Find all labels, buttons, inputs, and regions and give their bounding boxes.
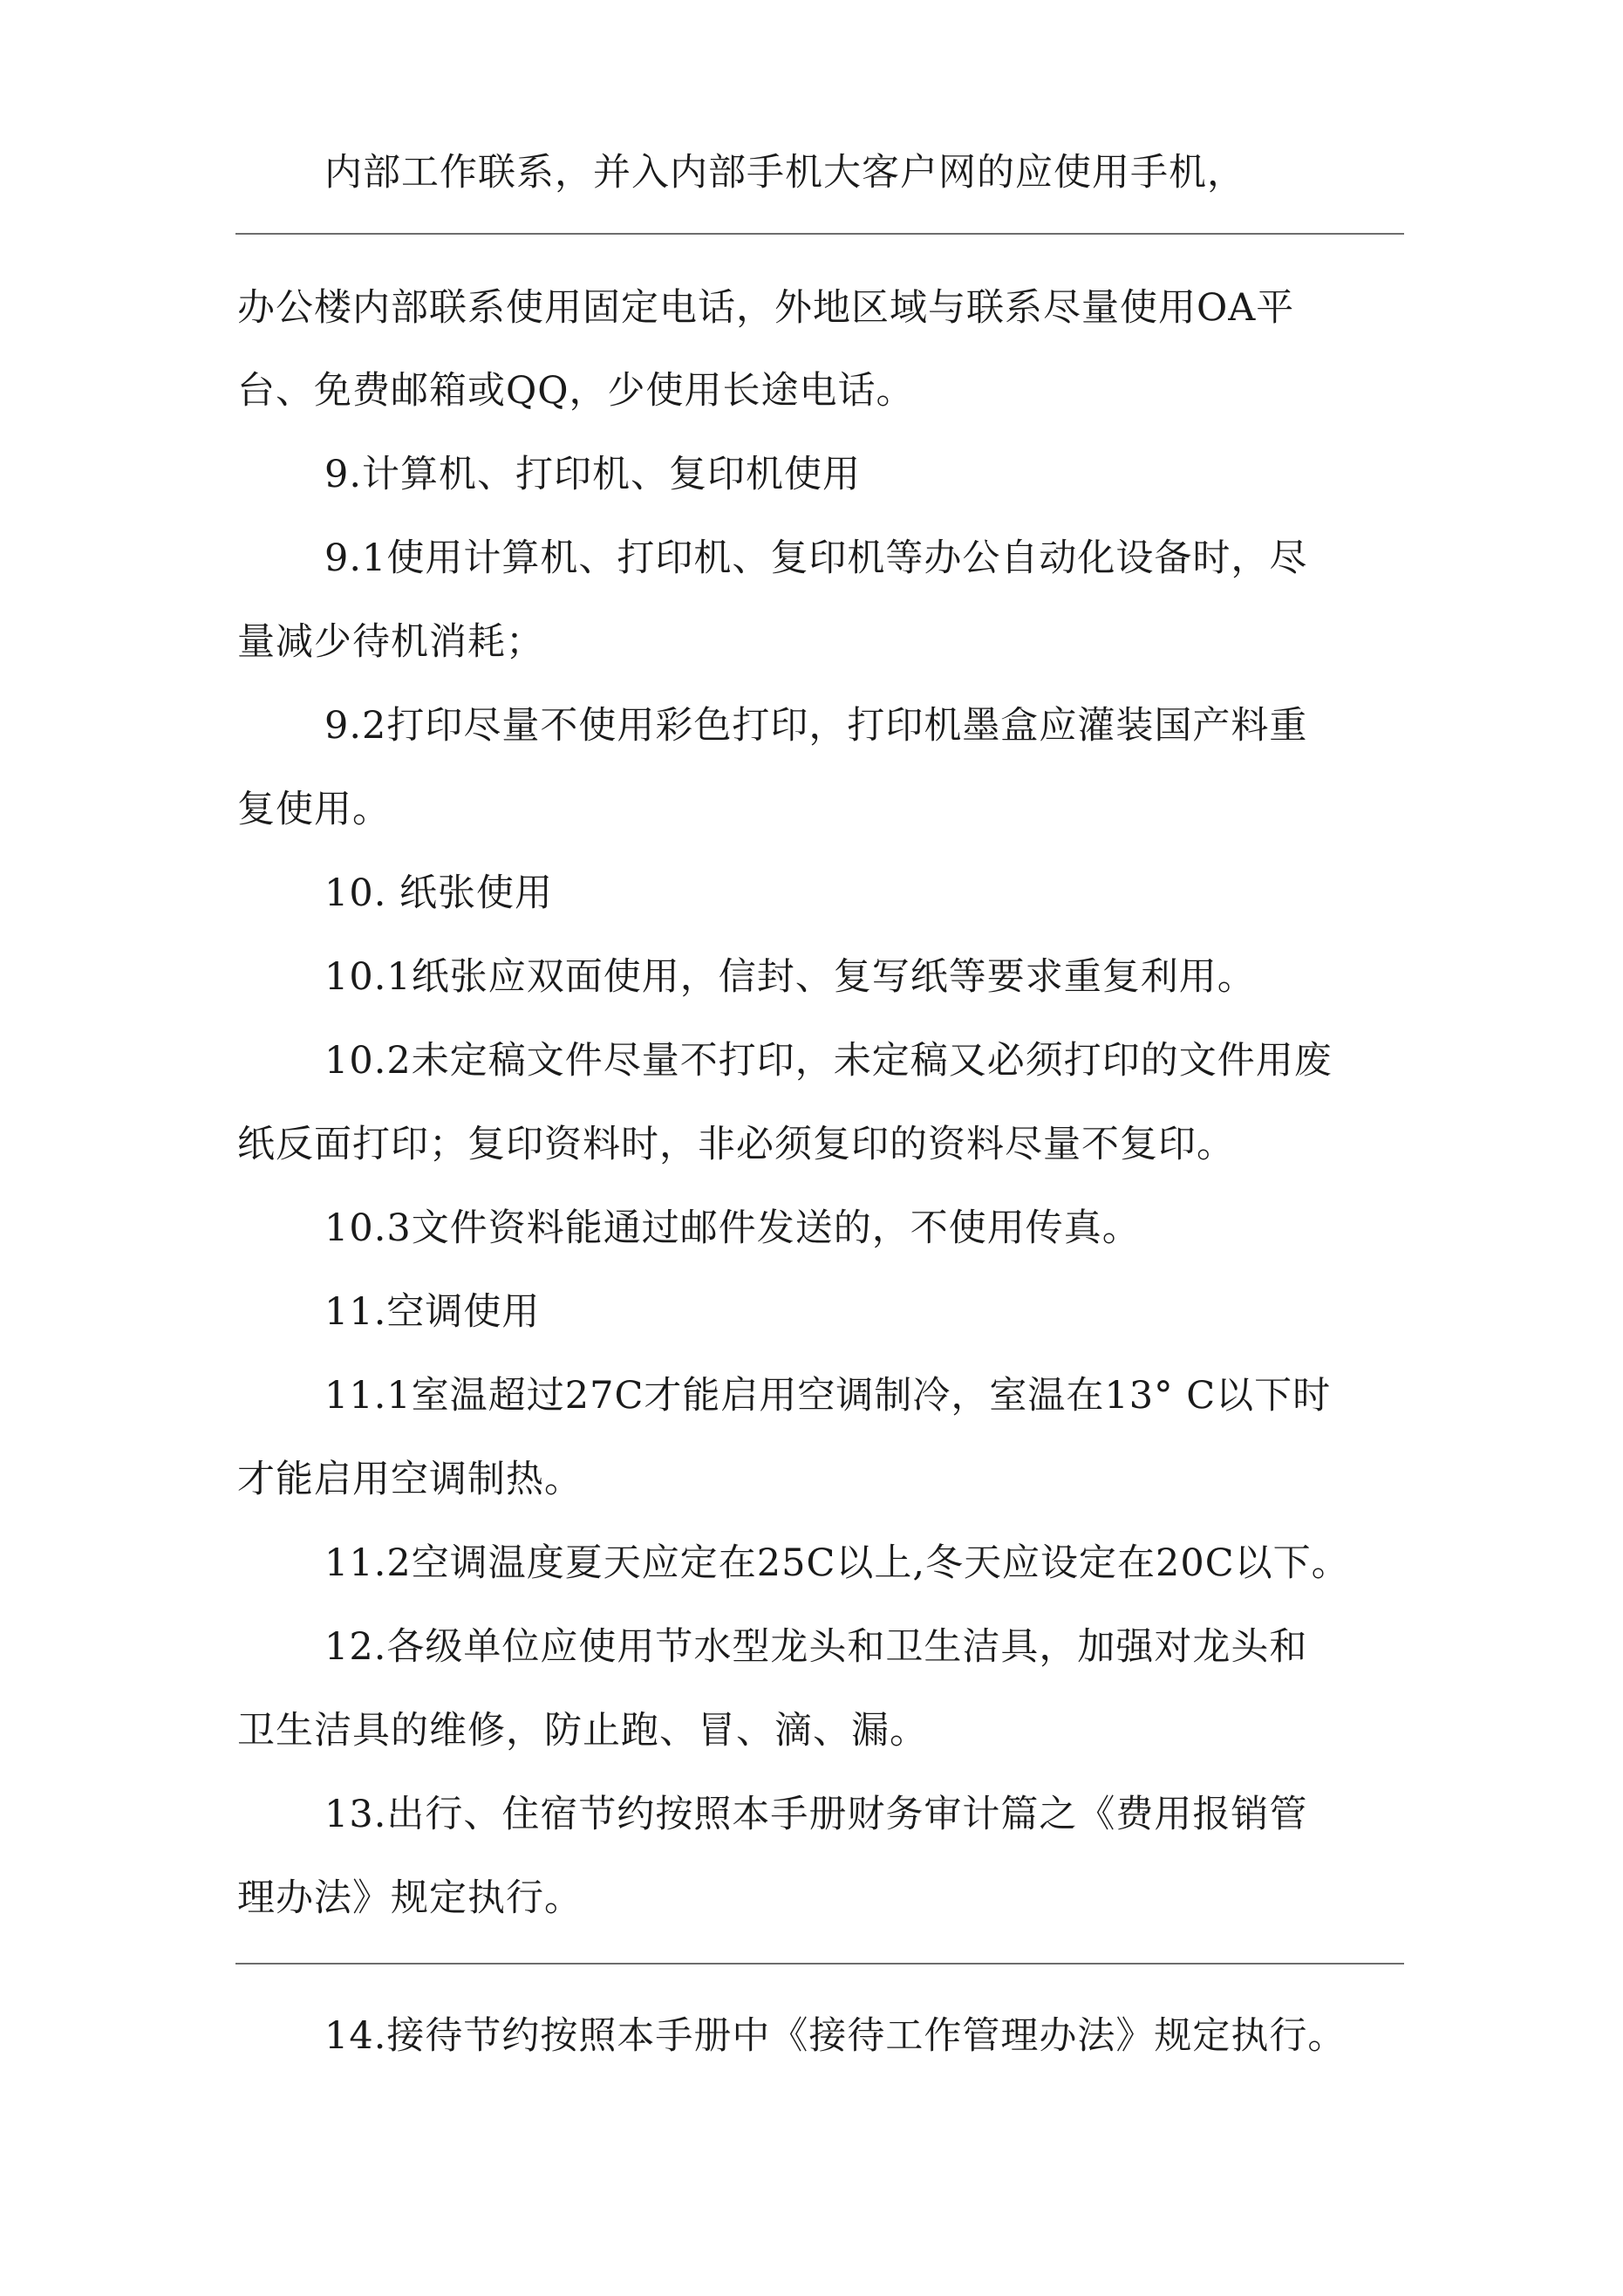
- paragraph-line: 10.2未定稿文件尽量不打印，未定稿又必须打印的文件用废: [324, 1039, 1333, 1083]
- horizontal-divider: [235, 1963, 1404, 1965]
- paragraph-line: 9.1使用计算机、打印机、复印机等办公自动化设备时，尽: [324, 536, 1308, 580]
- paragraph-line: 12.各级单位应使用节水型龙头和卫生洁具，加强对龙头和: [324, 1625, 1308, 1669]
- paragraph-line: 理办法》规定执行。: [237, 1876, 583, 1920]
- paragraph-line: 量减少待机消耗；: [237, 620, 544, 664]
- paragraph-line: 纸反面打印；复印资料时，非必须复印的资料尽量不复印。: [237, 1123, 1235, 1166]
- paragraph-line: 卫生洁具的维修，防止跑、冒、滴、漏。: [237, 1709, 928, 1753]
- paragraph-line: 13.出行、住宿节约按照本手册财务审计篇之《费用报销管: [324, 1793, 1308, 1836]
- paragraph-line: 内部工作联系，并入内部手机大客户网的应使用手机，: [324, 151, 1245, 195]
- section-heading: 9.计算机、打印机、复印机使用: [324, 453, 862, 496]
- paragraph-line: 10.3文件资料能通过邮件发送的，不使用传真。: [324, 1206, 1141, 1250]
- paragraph-line: 办公楼内部联系使用固定电话，外地区域与联系尽量使用OA平: [237, 286, 1295, 330]
- section-heading: 10. 纸张使用: [324, 871, 554, 915]
- paragraph-line: 9.2打印尽量不使用彩色打印，打印机墨盒应灌装国产料重: [324, 704, 1308, 748]
- paragraph-line: 复使用。: [237, 788, 391, 831]
- paragraph-line: 11.2空调温度夏天应定在25C以上,冬天应设定在20C以下。: [324, 1541, 1350, 1585]
- horizontal-divider: [235, 233, 1404, 235]
- paragraph-line: 才能启用空调制热。: [237, 1458, 583, 1501]
- paragraph-line: 11.1室温超过27C才能启用空调制冷，室温在13° C以下时: [324, 1374, 1332, 1418]
- paragraph-line: 台、免费邮箱或QQ，少使用长途电话。: [237, 369, 915, 413]
- paragraph-line: 10.1纸张应双面使用，信封、复写纸等要求重复利用。: [324, 955, 1256, 999]
- section-heading: 11.空调使用: [324, 1290, 541, 1334]
- paragraph-line: 14.接待节约按照本手册中《接待工作管理办法》规定执行。: [324, 2014, 1347, 2058]
